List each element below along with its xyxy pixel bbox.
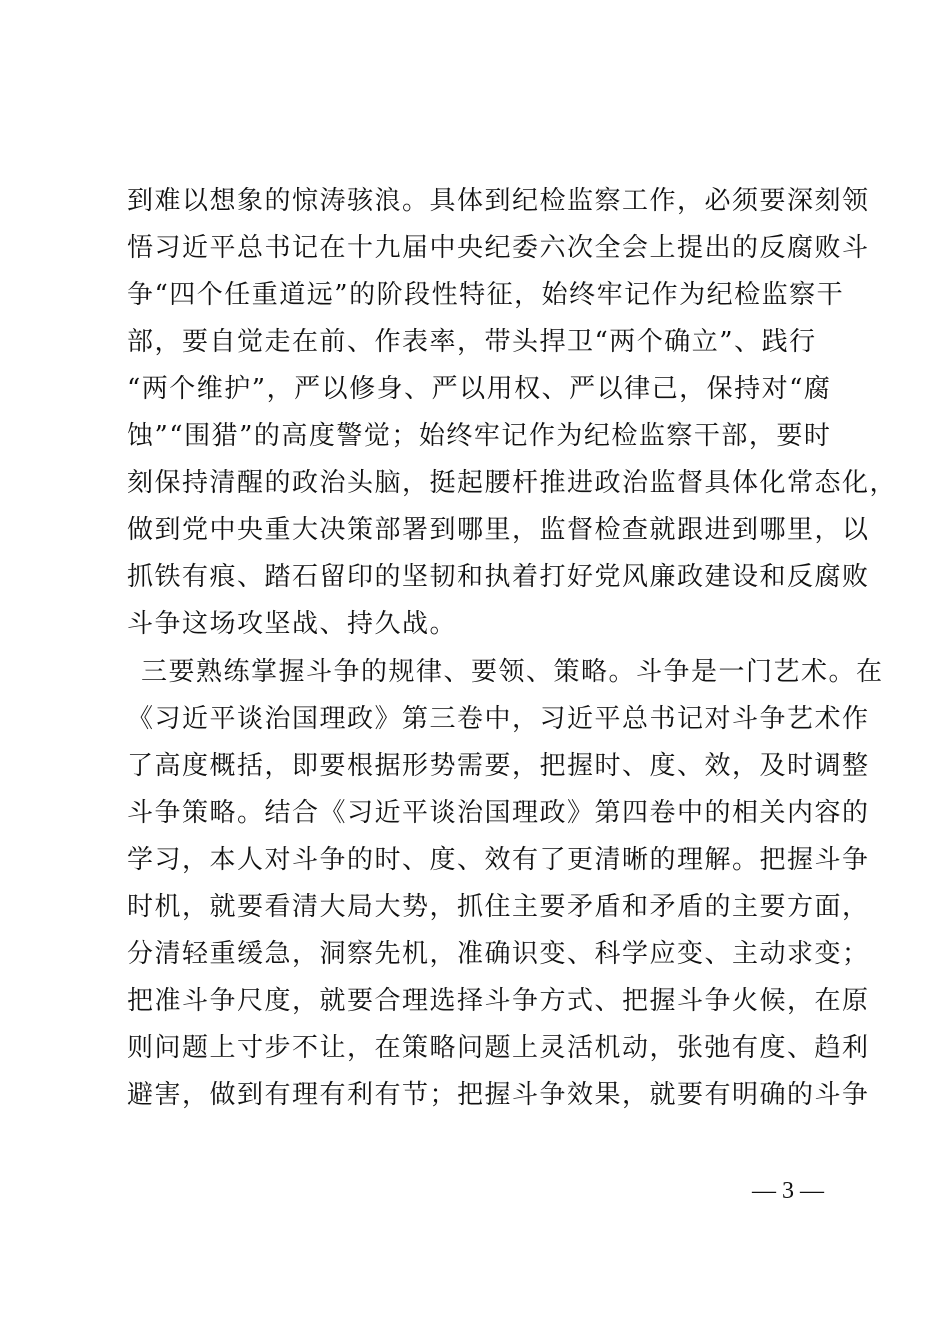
text-line: 争“四个任重道远”的阶段性特征，始终牢记作为纪检监察干 (127, 280, 845, 310)
text-line: 学习，本人对斗争的时、度、效有了更清晰的理解。把握斗争 (127, 845, 870, 875)
text-line: 分清轻重缓急，洞察先机，准确识变、科学应变、主动求变； (127, 939, 870, 969)
text-line: 把准斗争尺度，就要合理选择斗争方式、把握斗争火候，在原 (127, 986, 870, 1016)
text-line: 了高度概括，即要根据形势需要，把握时、度、效，及时调整 (127, 751, 870, 781)
text-line: 做到党中央重大决策部署到哪里，监督检查就跟进到哪里，以 (127, 515, 870, 545)
text-line: 斗争这场攻坚战、持久战。 (127, 609, 458, 639)
paragraph-2 (127, 649, 884, 1119)
text-line: 避害，做到有理有利有节；把握斗争效果，就要有明确的斗争 (127, 1080, 870, 1110)
page-number: — 3 — (752, 1178, 824, 1204)
text-line: 蚀”“围猎”的高度警觉；始终牢记作为纪检监察干部，要时 (127, 421, 832, 451)
text-line: “两个维护”，严以修身、严以用权、严以律己，保持对“腐 (127, 374, 832, 404)
text-line: 部，要自觉走在前、作表率，带头捍卫“两个确立”、践行 (127, 327, 817, 357)
text-line: 刻保持清醒的政治头脑，挺起腰杆推进政治监督具体化常态化， (127, 468, 898, 498)
paragraph-1 (127, 178, 898, 648)
text-line: 到难以想象的惊涛骇浪。具体到纪检监察工作，必须要深刻领 (127, 186, 870, 216)
text-line: 三要熟练掌握斗争的规律、要领、策略。斗争是一门艺术。在 (141, 657, 884, 687)
text-line: 《习近平谈治国理政》第三卷中，习近平总书记对斗争艺术作 (127, 704, 870, 734)
text-line: 则问题上寸步不让，在策略问题上灵活机动，张弛有度、趋利 (127, 1033, 870, 1063)
text-line: 时机，就要看清大局大势，抓住主要矛盾和矛盾的主要方面， (127, 892, 870, 922)
text-line: 悟习近平总书记在十九届中央纪委六次全会上提出的反腐败斗 (127, 233, 870, 263)
text-line: 抓铁有痕、踏石留印的坚韧和执着打好党风廉政建设和反腐败 (127, 562, 870, 592)
text-line: 斗争策略。结合《习近平谈治国理政》第四卷中的相关内容的 (127, 798, 870, 828)
